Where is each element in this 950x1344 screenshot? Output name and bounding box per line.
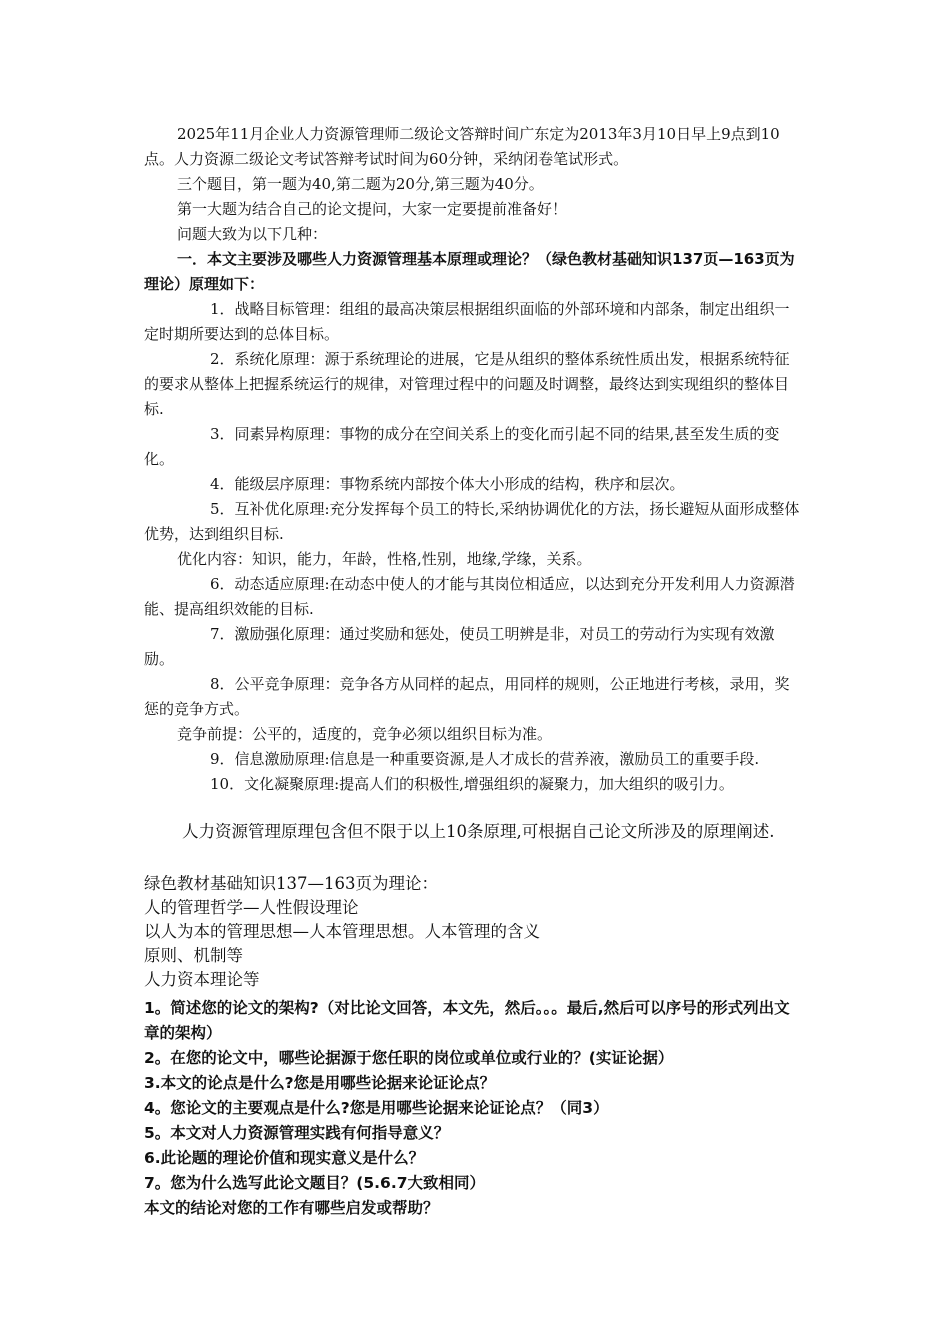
summary-paragraph: 人力资源管理原理包含但不限于以上10条原理,可根据自己论文所涉及的原理阐述.	[182, 822, 775, 841]
principle-number: 3．	[210, 425, 235, 443]
principle-item-4	[144, 472, 804, 497]
principle-number: 6．	[210, 575, 235, 593]
section-1-heading: 一．本文主要涉及哪些人力资源管理基本原理或理论？（绿色教材基础知识137页—163页为理论）原理如下：	[144, 250, 795, 293]
question-item: 4。您论文的主要观点是什么?您是用哪些论据来论证论点？（同3）	[144, 1099, 609, 1117]
principle-text: 公平竞争原理：竞争各方从同样的起点，用同样的规则，公正地进行考核，录用，奖惩的竞争方式。	[144, 675, 790, 718]
principle-number: 1．	[210, 300, 235, 318]
intro-section	[144, 122, 804, 297]
principle-item-2	[144, 347, 804, 422]
intro-paragraph-2: 三个题目，第一题为40,第二题为20分,第三题为40分。	[177, 175, 544, 193]
principle-text: 竞争前提：公平的，适度的，竞争必须以组织目标为准。	[177, 725, 553, 743]
question-item: 5。本文对人力资源管理实践有何指导意义？	[144, 1124, 450, 1142]
question-item: 3.本文的论点是什么?您是用哪些论据来论证论点？	[144, 1074, 496, 1092]
summary-section	[144, 820, 804, 844]
principle-text: 动态适应原理:在动态中使人的才能与其岗位相适应，以达到充分开发利用人力资源潜能、提高组织效能的目标.	[144, 575, 795, 618]
principle-number: 9．	[210, 750, 235, 768]
theory-line: 以人为本的管理思想—人本管理思想。人本管理的含义	[144, 922, 540, 941]
principle-text: 同素异构原理：事物的成分在空间关系上的变化而引起不同的结果,甚至发生质的变化。	[144, 425, 780, 468]
principle-item-6	[144, 572, 804, 622]
question-item: 6.此论题的理论价值和现实意义是什么？	[144, 1149, 425, 1167]
principle-item-3	[144, 422, 804, 472]
intro-paragraph-4: 问题大致为以下几种：	[177, 225, 328, 243]
principle-text: 信息激励原理:信息是一种重要资源,是人才成长的营养液，激励员工的重要手段.	[234, 750, 760, 768]
principle-text: 战略目标管理：组组的最高决策层根据组织面临的外部环境和内部条，制定出组织一定时期所要达到的总体目标。	[144, 300, 790, 343]
principle-item-10	[144, 772, 804, 797]
questions-section	[144, 996, 804, 1221]
question-item: 1。简述您的论文的架构?（对比论文回答，本文先，然后。。。最后,然后可以序号的形式列出文章的架构）	[144, 999, 790, 1042]
principle-number: 4．	[210, 475, 235, 493]
principle-number: 5．	[210, 500, 235, 518]
principle-note-optimization	[144, 547, 804, 572]
principle-item-9	[144, 747, 804, 772]
theory-line: 人力资本理论等	[144, 970, 260, 989]
principle-item-5	[144, 497, 804, 547]
principle-number: 8．	[210, 675, 235, 693]
principle-item-1	[144, 297, 804, 347]
theory-section	[144, 872, 804, 992]
principles-list	[144, 297, 804, 797]
theory-line: 原则、机制等	[144, 946, 243, 965]
question-item: 本文的结论对您的工作有哪些启发或帮助？	[144, 1199, 439, 1217]
theory-line: 绿色教材基础知识137—163页为理论：	[144, 874, 438, 893]
principle-text: 优化内容：知识，能力，年龄，性格,性别，地缘,学缘，关系。	[177, 550, 592, 568]
principle-note-competition	[144, 722, 804, 747]
principle-text: 系统化原理：源于系统理论的进展，它是从组织的整体系统性质出发，根据系统特征的要求从整体上把握系统运行的规律，对管理过程中的问题及时调整，最终达到实现组织的整体目标.	[144, 350, 790, 418]
principle-text: 激励强化原理：通过奖励和惩处，使员工明辨是非，对员工的劳动行为实现有效激励。	[144, 625, 775, 668]
principle-number: 7．	[210, 625, 235, 643]
principle-text: 互补优化原理:充分发挥每个员工的特长,采纳协调优化的方法，扬长避短从面形成整体优势，达到组织目标.	[144, 500, 800, 543]
question-item: 7。您为什么选写此论文题目？(5.6.7大致相同）	[144, 1174, 486, 1192]
principle-item-8	[144, 672, 804, 722]
principle-item-7	[144, 622, 804, 672]
principle-text: 文化凝聚原理:提高人们的积极性,增强组织的凝聚力，加大组织的吸引力。	[244, 775, 734, 793]
principle-text: 能级层序原理：事物系统内部按个体大小形成的结构，秩序和层次。	[234, 475, 685, 493]
theory-line: 人的管理哲学—人性假设理论	[144, 898, 359, 917]
intro-paragraph-3: 第一大题为结合自己的论文提问，大家一定要提前准备好！	[177, 200, 568, 218]
principle-number: 10．	[210, 775, 245, 793]
principle-number: 2．	[210, 350, 235, 368]
question-item: 2。在您的论文中，哪些论据源于您任职的岗位或单位或行业的？(实证论据）	[144, 1049, 674, 1067]
intro-paragraph-1: 2025年11月企业人力资源管理师二级论文答辩时间广东定为2013年3月10日早上9点到10点。人力资源二级论文考试答辩考试时间为60分钟，采纳闭卷笔试形式。	[144, 125, 780, 168]
